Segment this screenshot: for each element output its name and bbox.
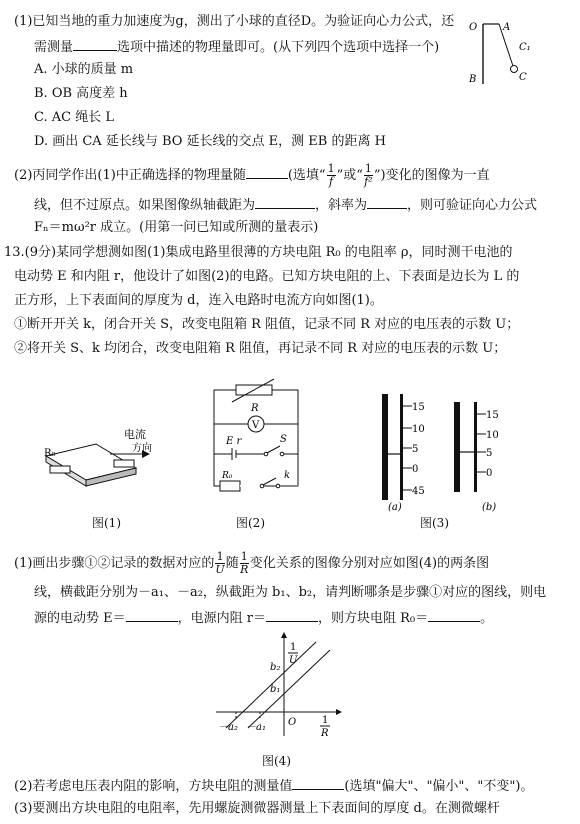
label-r: R <box>251 403 259 414</box>
resistor-lead-left <box>50 466 70 473</box>
micrometer-a-sleeve <box>400 394 403 500</box>
tick-label-a-1: 15 <box>412 402 425 413</box>
label-c1: C₁ <box>519 42 531 53</box>
label-c: C <box>519 72 527 83</box>
x-label-num: 1 <box>322 715 329 726</box>
label-r0: R₀ <box>44 448 56 459</box>
pendulum-ball <box>511 66 518 73</box>
q1-option-b: B. OB 高度差 h <box>34 86 128 101</box>
tick-label-a-2: 10 <box>412 424 425 435</box>
fraction-1-over-r: $\frac{1}{R}$ <box>240 550 249 576</box>
tick-label-b-2: 10 <box>486 430 499 441</box>
label-b2: b₂ <box>270 662 281 673</box>
q13-step2: ②将开关 S、k 均闭合，改变电阻箱 R 阻值，再记录不同 R 对应的电压表的示数 U； <box>14 341 507 356</box>
q1-option-c: C. AC 绳长 L <box>34 110 114 125</box>
y-axis-arrow <box>281 632 287 638</box>
q2-blank-variable[interactable] <box>246 164 288 179</box>
label-v: V <box>252 420 260 431</box>
label-r0-circuit: R₀ <box>222 471 233 481</box>
q1-line2-a: 需测量 <box>34 40 74 55</box>
fraction-1-over-f2: $\frac{1}{\text{f²}}$ <box>364 162 373 188</box>
q1-line2 <box>34 36 439 58</box>
fraction-1-over-u: $\frac{1}{U}$ <box>215 550 225 576</box>
switch-s-contact <box>280 452 284 456</box>
q1-line2-b: 选项中描述的物理量即可。(从下列四个选项中选择一个) <box>117 40 440 55</box>
q13-line1: 13.(9分)某同学想测如图(1)集成电路里很薄的方块电阻 R₀ 的电阻率 ρ，同时测干电池的 <box>4 245 513 260</box>
micrometer-a-spindle <box>382 394 388 500</box>
p1-line3: 源的电动势 E＝ ，电源内阻 r＝ ，则方块电阻 R₀＝ 。 <box>34 607 493 629</box>
switch-k-contact <box>276 484 280 488</box>
q2-line1-a: (2)丙同学作出(1)中正确选择的物理量随 <box>14 168 246 183</box>
label-origin: O <box>288 717 297 728</box>
p1-blank-r0[interactable] <box>428 607 480 622</box>
q2-line1-c: ”或“ <box>336 168 363 183</box>
q2-blank-intercept[interactable] <box>255 194 315 209</box>
label-a: (a) <box>388 502 402 513</box>
micrometer-a <box>382 394 425 513</box>
micrometer-b <box>454 402 499 513</box>
label-er: E r <box>226 436 242 447</box>
q13-line2: 电动势 E 和内阻 r，他设计了如图(2)的电路。已知方块电阻的上、下表面是边长为 L 的 <box>14 269 520 284</box>
fraction-1-over-f: $\frac{1}{f}$ <box>327 162 335 188</box>
q13-step1: ①断开开关 k，闭合开关 S，改变电阻箱 R 阻值，记录不同 R 对应的电压表的示数 U； <box>14 317 520 332</box>
tick-label-a-3: 5 <box>412 444 419 455</box>
p1-line1: (1)画出步骤①②记录的数据对应的 $\frac{1}{U}$ 随 $\frac{1}{R}$ 变化关系的图像分别对应如图(4)的两条图 <box>14 550 490 576</box>
tick-label-b-4: 0 <box>486 468 493 479</box>
switch-k-blade <box>263 478 276 485</box>
figure-1-caption: 图(1) <box>92 516 121 530</box>
q2-line1-b: (选填“ <box>287 168 326 183</box>
p1-line2: 线，横截距分别为－a₁、－a₂，纵截距为 b₁、b₂，请判断哪条是步骤①对应的图线，则电 <box>34 585 547 600</box>
q2-line2: 线，但不过原点。如果图像纵轴截距为 ，斜率为 ，则可验证向心力公式 <box>34 194 537 216</box>
tick-label-a-4: 0 <box>412 464 419 475</box>
label-k: k <box>284 470 291 481</box>
p1-blank-internal-r[interactable] <box>266 607 318 622</box>
label-b: B <box>469 74 477 85</box>
label-o: O <box>469 22 478 33</box>
figure-3-caption: 图(3) <box>420 516 449 530</box>
switch-s-blade <box>267 446 280 453</box>
p3-line1: (3)要测出方块电阻的电阻率，先用螺旋测微器测量上下表面间的厚度 d。在测微螺杆 <box>14 801 500 816</box>
micrometer-b-spindle <box>454 402 460 492</box>
figure-3-micrometers <box>376 386 516 511</box>
y-label-num: 1 <box>290 642 297 653</box>
label-a: A <box>503 22 511 33</box>
resistor-r0 <box>220 481 240 491</box>
q2-line1-d: ”)变化的图像为一直 <box>373 168 490 183</box>
x-label-den: R <box>321 728 329 739</box>
label-a1: －a₁ <box>246 722 266 733</box>
figure-2-caption: 图(2) <box>236 516 265 530</box>
q1-answer-blank[interactable] <box>73 36 117 51</box>
q1-option-d: D. 画出 CA 延长线与 BO 延长线的交点 E，测 EB 的距离 H <box>34 134 386 149</box>
label-b1: b₁ <box>270 684 281 695</box>
tick-label-b-3: 5 <box>486 448 493 459</box>
label-direction: 方向 <box>132 443 152 454</box>
label-a2: －a₂ <box>218 722 238 733</box>
figure-4-graph <box>212 632 372 742</box>
figure-1-resistor <box>44 430 184 510</box>
tick-label-b-1: 15 <box>486 410 499 421</box>
p2-line1: (2)若考虑电压表内阻的影响，方块电阻的测量值 (选填"偏大"、"偏小"、"不变")。 <box>14 775 533 797</box>
q1-option-a: A. 小球的质量 m <box>34 62 134 77</box>
q1-line1: (1)已知当地的重力加速度为g，测出了小球的直径D。为验证向心力公式，还 <box>14 14 455 29</box>
p1-blank-emf[interactable] <box>126 607 178 622</box>
micrometer-b-sleeve <box>474 402 477 492</box>
figure-4-caption: 图(4) <box>262 754 291 768</box>
pendulum-diagram <box>455 18 575 98</box>
y-label-den: U <box>289 655 298 666</box>
q2-line1 <box>14 163 490 188</box>
q2-line3: Fₙ＝mω²r 成立。(用第一问已知或所测的量表示) <box>34 220 319 235</box>
resistor-lead-right <box>114 460 134 467</box>
label-s: S <box>280 434 287 445</box>
x-axis-arrow <box>336 709 342 715</box>
q13-line3: 正方形，上下表面间的厚度为 d，连入电路时电流方向如图(1)。 <box>14 293 383 308</box>
label-current: 电流 <box>124 428 146 441</box>
label-b: (b) <box>482 502 497 513</box>
figure-2-circuit <box>210 378 320 494</box>
p2-blank[interactable] <box>292 775 344 790</box>
tick-label-a-5: 45 <box>412 486 425 497</box>
q2-blank-slope[interactable] <box>367 194 407 209</box>
